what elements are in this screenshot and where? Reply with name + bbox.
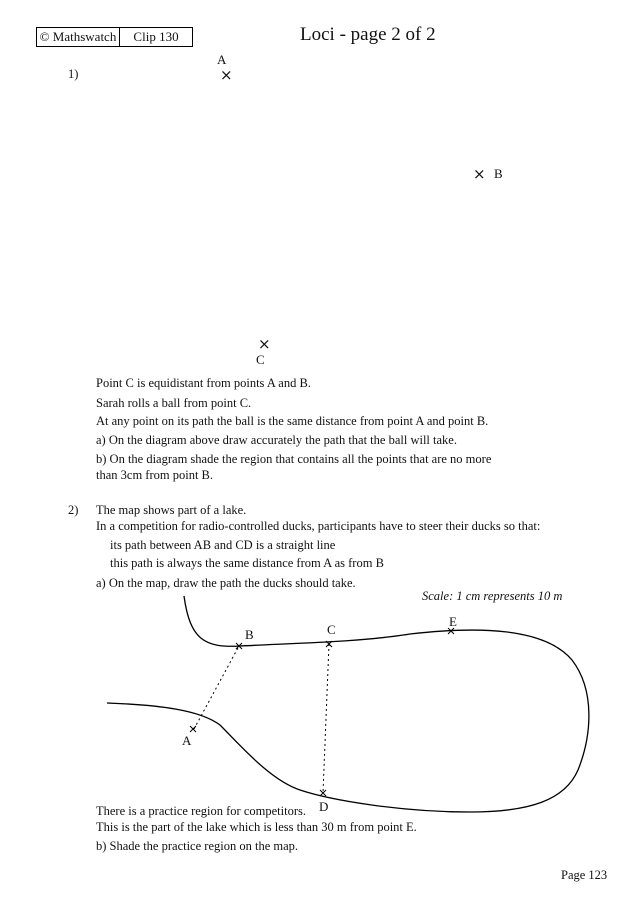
q1-text-line: Point C is equidistant from points A and B. [96, 376, 311, 390]
map-label-a: A [182, 733, 192, 748]
point-b-cross-icon: × [473, 165, 486, 183]
map-scale: Scale: 1 cm represents 10 m [422, 589, 563, 603]
q1-text-line: At any point on its path the ball is the same distance from point A and point B. [96, 414, 489, 428]
q1-text-line: Sarah rolls a ball from point C. [96, 396, 252, 410]
map-label-c: C [327, 622, 336, 637]
point-a-label: A [217, 52, 227, 67]
question-1-number: 1) [68, 67, 79, 81]
map-point-d-cross-icon [320, 790, 326, 796]
q1-part-a: a) On the diagram above draw accurately the path that the ball will take. [96, 433, 457, 447]
q2-part-a: a) On the map, draw the path the ducks should take. [96, 576, 356, 590]
q2-condition-2: this path is always the same distance from A as from B [110, 556, 384, 570]
map-point-a-cross-icon [190, 726, 196, 732]
q2-text-line: In a competition for radio-controlled ducks, participants have to steer their ducks so that: [96, 519, 541, 533]
q2-text-line: The map shows part of a lake. [96, 503, 247, 517]
clip-label: Clip 130 [133, 29, 179, 44]
lake-shore-upper [107, 596, 589, 812]
map-label-e: E [449, 614, 457, 629]
point-b-label: B [494, 166, 503, 181]
point-a-cross-icon: × [220, 66, 233, 84]
dotted-line-cd [323, 644, 329, 793]
point-c-label: C [256, 352, 265, 367]
map-label-b: B [245, 627, 254, 642]
copyright-label: © Mathswatch [37, 28, 120, 46]
page-title: Loci - page 2 of 2 [300, 24, 436, 45]
question-2-number: 2) [68, 503, 79, 517]
q2-part-b: b) Shade the practice region on the map. [96, 839, 299, 853]
q2-condition-1: its path between AB and CD is a straight line [110, 538, 336, 552]
dotted-line-ab [194, 646, 239, 729]
q2-practice-line: This is the part of the lake which is less than 30 m from point E. [96, 820, 417, 834]
page-number: Page 123 [561, 868, 608, 882]
map-label-d: D [319, 799, 329, 814]
q2-practice-line: There is a practice region for competitors. [96, 804, 306, 818]
q1-part-b: b) On the diagram shade the region that contains all the points that are no more [96, 452, 492, 466]
point-c-cross-icon: × [258, 335, 271, 353]
q1-part-b-cont: than 3cm from point B. [96, 468, 213, 482]
